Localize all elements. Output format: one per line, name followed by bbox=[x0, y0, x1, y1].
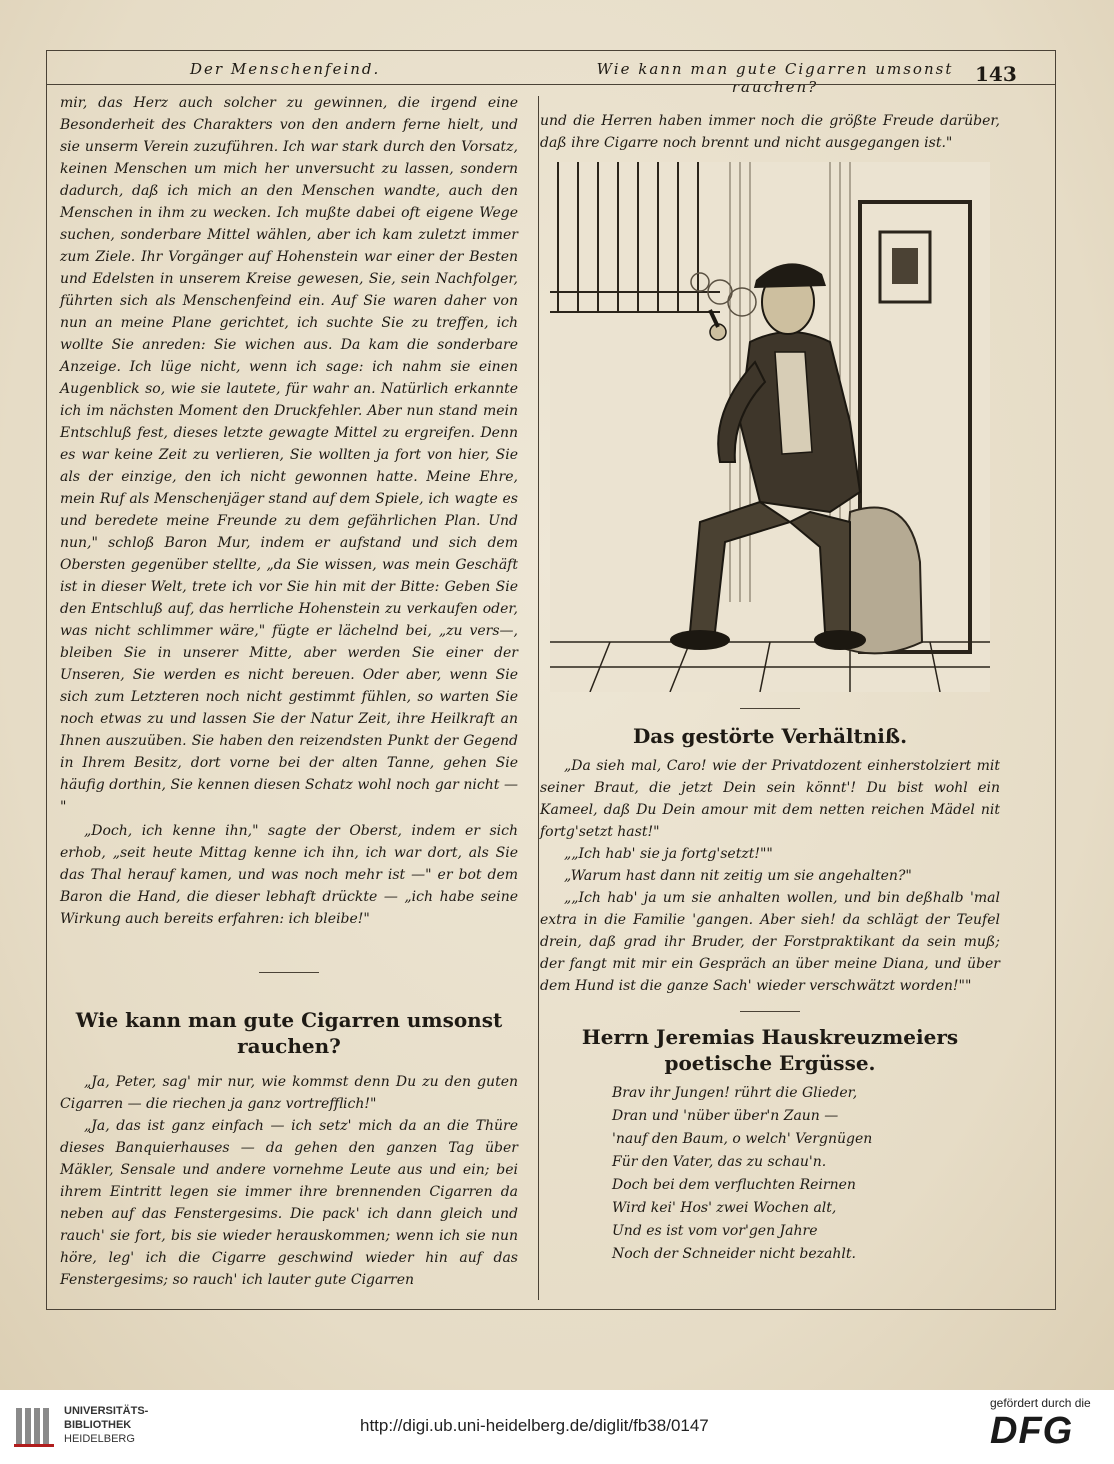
section-separator bbox=[259, 972, 319, 973]
permalink-url[interactable]: http://digi.ub.uni-heidelberg.de/diglit/fb38/0147 bbox=[360, 1416, 709, 1435]
poem-line: 'nauf den Baum, o welch' Vergnügen bbox=[612, 1131, 873, 1147]
section-separator bbox=[740, 708, 800, 709]
text-paragraph: „„Ich hab' ja um sie anhalten wollen, und bin deßhalb 'mal extra in die Familie 'gangen. Aber sieh! da schlägt der Teufel drein, daß grad ihr Bruder, der Forstpraktikant da sein muß; der fangt mit mir ein Gespräch an über meine Diana, und über dem Hund ist die ganze Sach' wieder verschwätzt worden!"" bbox=[540, 890, 1000, 994]
library-name: UNIVERSITÄTS- BIBLIOTHEK HEIDELBERG bbox=[64, 1405, 149, 1445]
text-paragraph: „Doch, ich kenne ihn," sagte der Oberst, indem er sich erhob, „seit heute Mittag kenne ich ihn, ich war dort, als Sie das Thal herauf kamen, und was noch mehr ist —" er bot dem Baron die Hand, die dieser lebhaft drückte — „ich habe seine Wirkung auch bereits erfahren: ich bleibe!" bbox=[60, 823, 518, 927]
engraving-illustration bbox=[550, 162, 990, 692]
university-library-logo-icon bbox=[14, 1404, 54, 1448]
section-separator bbox=[740, 1011, 800, 1012]
poem-line: Brav ihr Jungen! rührt die Glieder, bbox=[612, 1085, 858, 1101]
viewer-footer bbox=[0, 1390, 1114, 1464]
story-title: Das gestörte Verhältniß. bbox=[632, 724, 908, 748]
poem-line: Dran und 'nüber über'n Zaun — bbox=[612, 1108, 839, 1124]
text-paragraph: „„Ich hab' sie ja fortg'setzt!"" bbox=[564, 846, 773, 862]
poem-line: Noch der Schneider nicht bezahlt. bbox=[612, 1246, 856, 1262]
running-header-left: Der Menschenfeind. bbox=[190, 60, 381, 78]
left-column bbox=[60, 92, 518, 1291]
funding-label: gefördert durch die bbox=[990, 1396, 1091, 1410]
poem-line: Doch bei dem verfluchten Reirnen bbox=[612, 1177, 856, 1193]
poem-line: Wird kei' Hos' zwei Wochen alt, bbox=[612, 1200, 837, 1216]
right-column bbox=[540, 110, 1000, 1266]
poem bbox=[612, 1082, 1000, 1266]
poem-line: Für den Vater, das zu schau'n. bbox=[612, 1154, 827, 1170]
column-rule bbox=[538, 96, 539, 1300]
story-title: Wie kann man gute Cigarren umsonst rauchen? bbox=[75, 1008, 503, 1058]
page-number: 143 bbox=[975, 62, 1017, 86]
poem-line: Und es ist vom vor'gen Jahre bbox=[612, 1223, 818, 1239]
dfg-logo: DFG bbox=[990, 1410, 1074, 1452]
text-paragraph: „Da sieh mal, Caro! wie der Privatdozent einherstolziert mit seiner Braut, die jetzt Dein sein könnt'! Du bist wohl ein Kameel, daß Du Dein amour mit dem netten reichen Mädel nit fortg'setzt hast!" bbox=[540, 758, 1000, 840]
text-paragraph: „Warum hast dann nit zeitig um sie angehalten?" bbox=[564, 868, 912, 884]
text-paragraph: „Ja, Peter, sag' mir nur, wie kommst denn Du zu den guten Cigarren — die riechen ja ganz vortrefflich!" bbox=[60, 1074, 518, 1112]
text-paragraph: mir, das Herz auch solcher zu gewinnen, die irgend eine Besonderheit des Charakters von den andern ferne hielt, und sie unserm Verein zuzuführen. Ich war stark durch den Vorsatz, keinen Menschen um mich her unversucht zu lassen, sondern dadurch, daß ich mich an den Menschen wandte, auch den Menschen in ihm zu wecken. Ich mußte dabei oft eigene Wege suchen, sonderbare Mittel wählen, aber ich kam zuletzt immer zum Ziele. Ihr Vorgänger auf Hohenstein war einer der Besten und Edelsten in unserem Kreise gewesen, Sie, sein Nachfolger, führten sich als Menschenfeind ein. Auf Sie waren daher von nun an meine Plane gerichtet, ich suchte Sie zu treffen, ich wollte Sie anreden: Sie wichen aus. Da kam die sonderbare Anzeige. Ich lüge nicht, wenn ich sage: ich nahm sie einen Augenblick so, wie sie lautete, für wahr an. Natürlich erkannte ich im nächsten Moment den Druckfehler. Aber nun stand mein Entschluß fest, dieses letzte gewagte Mittel zu ergreifen. Denn es war keine Zeit zu verlieren, Sie wollten ja fort von hier, Sie als der einzige, den ich nicht gewonnen hatte. Meine Ehre, mein Ruf als Menschenjäger stand auf dem Spiele, ich wagte es und beredete meine Freunde zu dem gefährlichen Plan. Und nun," schloß Baron Mur, indem er aufstand und sich dem Obersten gegenüber stellte, „da Sie wissen, was mein Geschäft ist in dieser Welt, trete ich vor Sie hin mit der Bitte: Geben Sie den Entschluß auf, das herrliche Hohenstein zu verkaufen oder, was nicht schlimmer wäre," fügte er lächelnd bei, „zu vers—, bleiben Sie in unserer Mitte, aber werden Sie einer der Unseren, Sie werden es nicht bereuen. Oder aber, wenn Sie sich zum Letzteren noch nicht gestimmt fühlen, so warten Sie noch etwas zu und lassen Sie der Natur Zeit, ihre Heilkraft an Ihnen auszuüben. Sie haben den reizendsten Punkt der Gegend in Ihrem Besitz, dort vorne bei der alten Tanne, gehen Sie häufig dorthin, Sie kennen diesen Schatz wohl noch gar nicht — " bbox=[60, 95, 518, 815]
text-paragraph: „Ja, das ist ganz einfach — ich setz' mich da an die Thüre dieses Banquierhauses — da gehen den ganzen Tag über Mäkler, Sensale und andere vornehme Leute aus und ein; bei ihrem Eintritt legen sie immer ihre brennenden Cigarren da neben auf das Fenstergesims. Die pack' ich dann gleich und rauch' sie fort, bis sie wieder herauskommen; wenn ich sie nun höre, leg' ich die Cigarre geschwind wieder hin auf das Fenstergesims; so rauch' ich lauter gute Cigarren bbox=[60, 1118, 518, 1288]
header-rule bbox=[46, 84, 1056, 85]
running-header-right: Wie kann man gute Cigarren umsonst rauchen? bbox=[596, 60, 954, 96]
text-paragraph: und die Herren haben immer noch die größte Freude darüber, daß ihre Cigarre noch brennt und nicht ausgegangen ist." bbox=[540, 113, 1000, 151]
poem-title: Herrn Jeremias Hauskreuzmeiers poetische Ergüsse. bbox=[581, 1025, 959, 1075]
